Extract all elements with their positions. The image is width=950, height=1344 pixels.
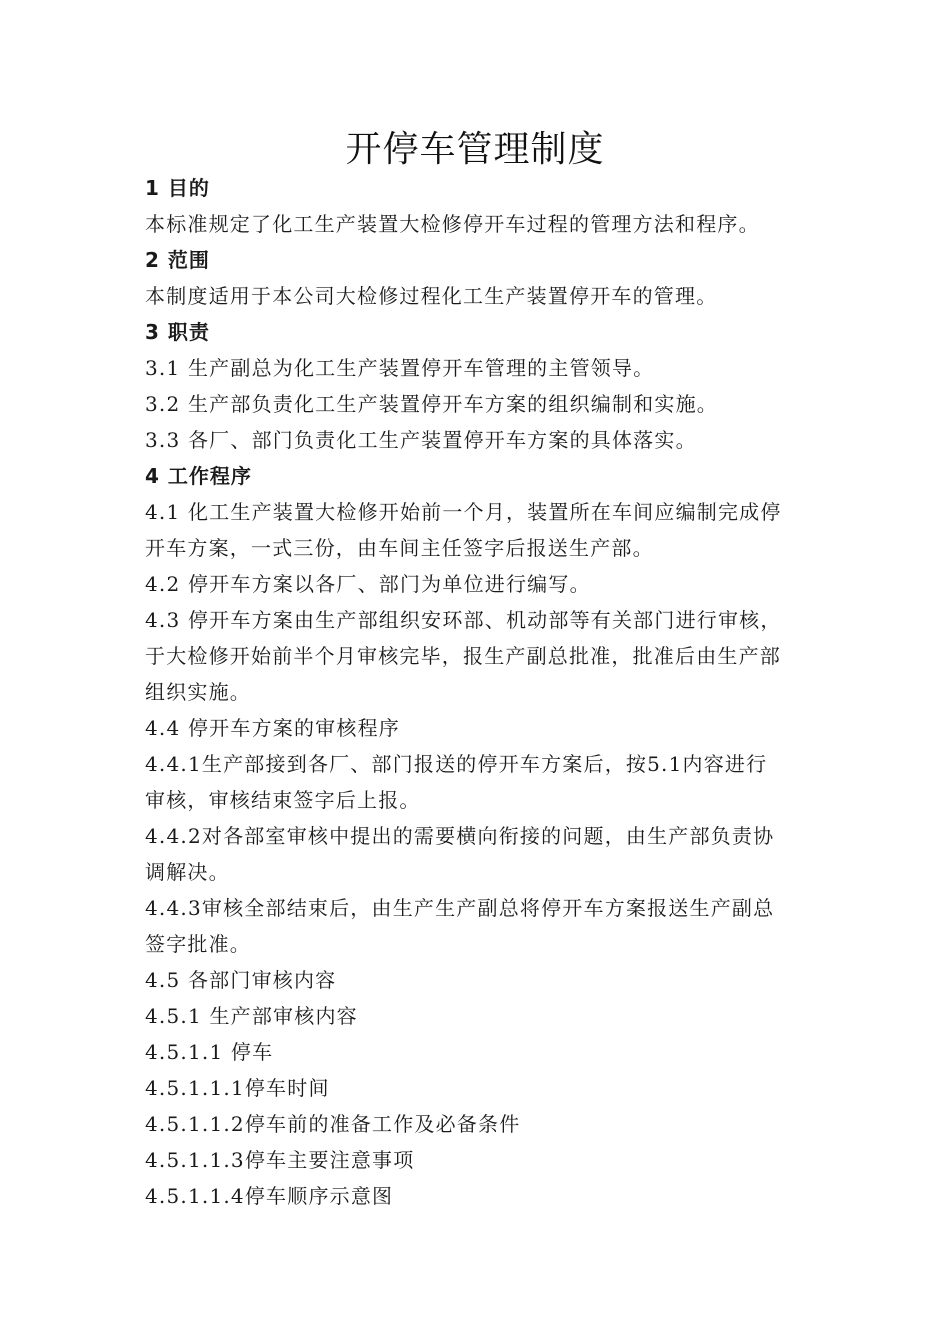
paragraph-line: 4.4.1生产部接到各厂、部门报送的停开车方案后，按5.1内容进行 bbox=[145, 752, 768, 776]
paragraph-line: 4.5.1.1.2停车前的准备工作及必备条件 bbox=[145, 1112, 521, 1136]
paragraph-line: 3.1 生产副总为化工生产装置停开车管理的主管领导。 bbox=[145, 356, 655, 380]
paragraph-line: 本制度适用于本公司大检修过程化工生产装置停开车的管理。 bbox=[145, 284, 718, 308]
paragraph-line: 4.4 停开车方案的审核程序 bbox=[145, 716, 400, 740]
paragraph-line: 于大检修开始前半个月审核完毕，报生产副总批准，批准后由生产部 bbox=[145, 644, 781, 668]
paragraph-line: 4.5.1 生产部审核内容 bbox=[145, 1004, 358, 1028]
paragraph-line: 4.4.2对各部室审核中提出的需要横向衔接的问题，由生产部负责协 bbox=[145, 824, 775, 848]
paragraph-line: 4.3 停开车方案由生产部组织安环部、机动部等有关部门进行审核， bbox=[145, 608, 782, 632]
paragraph-line: 4.5.1.1 停车 bbox=[145, 1040, 274, 1064]
page-title: 开停车管理制度 bbox=[345, 129, 605, 170]
paragraph-line: 4.5.1.1.1停车时间 bbox=[145, 1076, 330, 1100]
paragraph-line: 开车方案，一式三份，由车间主任签字后报送生产部。 bbox=[145, 536, 654, 560]
paragraph-line: 4.4.3审核全部结束后，由生产生产副总将停开车方案报送生产副总 bbox=[145, 896, 775, 920]
paragraph-line: 3.3 各厂、部门负责化工生产装置停开车方案的具体落实。 bbox=[145, 428, 697, 452]
section-heading: 1 目的 bbox=[145, 176, 210, 200]
paragraph-line: 4.1 化工生产装置大检修开始前一个月，装置所在车间应编制完成停 bbox=[145, 500, 782, 524]
paragraph-line: 4.5.1.1.4停车顺序示意图 bbox=[145, 1184, 394, 1208]
document-body bbox=[145, 170, 815, 1214]
paragraph-line: 本标准规定了化工生产装置大检修停开车过程的管理方法和程序。 bbox=[145, 212, 760, 236]
paragraph-line: 组织实施。 bbox=[145, 680, 251, 704]
paragraph-line: 审核，审核结束签字后上报。 bbox=[145, 788, 421, 812]
paragraph-line: 4.2 停开车方案以各厂、部门为单位进行编写。 bbox=[145, 572, 591, 596]
section-heading: 2 范围 bbox=[145, 248, 210, 272]
section-heading: 3 职责 bbox=[145, 320, 210, 344]
paragraph-line: 3.2 生产部负责化工生产装置停开车方案的组织编制和实施。 bbox=[145, 392, 718, 416]
section-heading: 4 工作程序 bbox=[145, 464, 252, 488]
paragraph-line: 签字批准。 bbox=[145, 932, 251, 956]
paragraph-line: 4.5.1.1.3停车主要注意事项 bbox=[145, 1148, 415, 1172]
paragraph-line: 4.5 各部门审核内容 bbox=[145, 968, 337, 992]
paragraph-line: 调解决。 bbox=[145, 860, 230, 884]
